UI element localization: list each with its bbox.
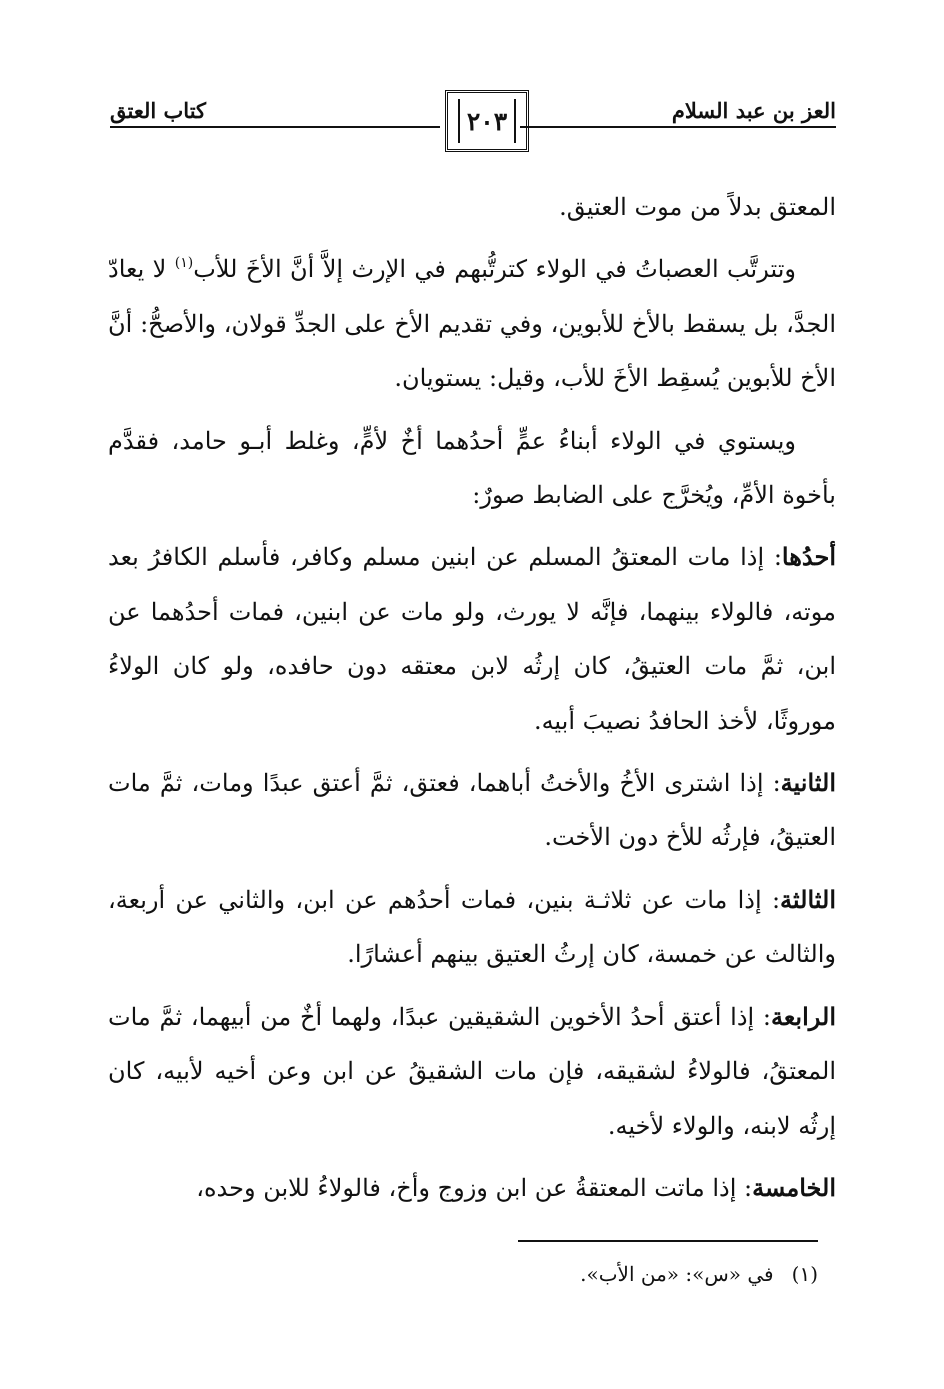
footnote-separator xyxy=(518,1240,818,1242)
paragraph-2-part-b: لا يعادّ الجدَّ، بل يسقط بالأخ للأبوين، وفي تقديم الأخ على الجدِّ قولان، والأصحُّ: أنَّ الأخ للأبوين يُسقِط الأخَ للأب، وقيل: يستويان. xyxy=(108,255,836,393)
author-name: العز بن عبد السلام xyxy=(671,98,836,123)
case-5 xyxy=(108,1161,836,1215)
page-header xyxy=(110,90,836,160)
page-number: ٢٠٣ xyxy=(466,106,508,136)
footnote-text: في «س»: «من الأب». xyxy=(580,1262,774,1286)
case-2-text: : إذا اشترى الأخُ والأختُ أباهما، فعتق، ثمَّ أعتق عبدًا ومات، ثمَّ مات العتيقُ، فإرثُه للأخ دون الأخت. xyxy=(108,769,836,852)
footnote xyxy=(580,1262,818,1286)
case-3-label: الثالثة xyxy=(780,884,836,914)
case-4 xyxy=(108,990,836,1153)
header-rule-left xyxy=(110,126,440,128)
header-rule-right xyxy=(520,126,836,128)
case-3-text: : إذا مات عن ثلاثـة بنين، فمات أحدُهم عن ابن، والثاني عن أربعة، والثالث عن خمسة، كان إرثُ العتيق بينهم أعشارًا. xyxy=(108,885,836,969)
case-5-text: : إذا ماتت المعتقةُ عن ابن وزوج وأخ، فالولاءُ للابن وحده، xyxy=(196,1173,753,1202)
book-section-title: كتاب العتق xyxy=(110,98,207,123)
main-text xyxy=(108,180,836,1215)
case-1-text: : إذا مات المعتقُ المسلم عن ابنين مسلم وكافر، فأسلم الكافرُ بعد موته، فالولاء بينهما، فإنَّه لا يورث، ولو مات عن ابنين، فمات أحدُهما عن ابن، ثمَّ مات العتيقُ، كان إرثُه لابن معتقه دون حافده، ولو كان الولاءُ موروثًا، لأخذ الحافدُ نصيبَ أبيه. xyxy=(108,543,836,735)
case-1 xyxy=(108,530,836,748)
page-number-frame xyxy=(445,90,529,152)
paragraph-2-part-a: وتترتَّب العصباتُ في الولاء كترتُّبهم في الإرث إلاَّ أنَّ الأخَ للأب xyxy=(193,255,796,284)
case-1-label: أحدُها xyxy=(781,542,836,572)
paragraph-3: ويستوي في الولاء أبناءُ عمٍّ أحدُهما أخٌ لأمٍّ، وغلط أبـو حامد، فقدَّم بأخوة الأمِّ، ويُخرَّج على الضابط صورٌ: xyxy=(108,426,836,510)
footnote-marker: (١) xyxy=(174,255,194,272)
case-5-label: الخامسة xyxy=(752,1172,836,1202)
case-2 xyxy=(108,756,836,865)
case-4-label: الرابعة xyxy=(770,1001,836,1031)
case-2-label: الثانية xyxy=(780,768,836,798)
case-4-text: : إذا أعتق أحدُ الأخوين الشقيقين عبدًا، ولهما أخٌ من أبيهما، ثمَّ مات المعتقُ، فالولاءُ لشقيقه، فإن مات الشقيقُ عن ابن وعن أخيه لأبيه، كان إرثُه لابنه، والولاء لأخيه. xyxy=(108,1002,836,1140)
paragraph-1: المعتق بدلاً من موت العتيق. xyxy=(559,193,836,221)
paragraph-2 xyxy=(108,242,836,405)
case-3 xyxy=(108,873,836,982)
footnote-number: (١) xyxy=(791,1262,818,1286)
